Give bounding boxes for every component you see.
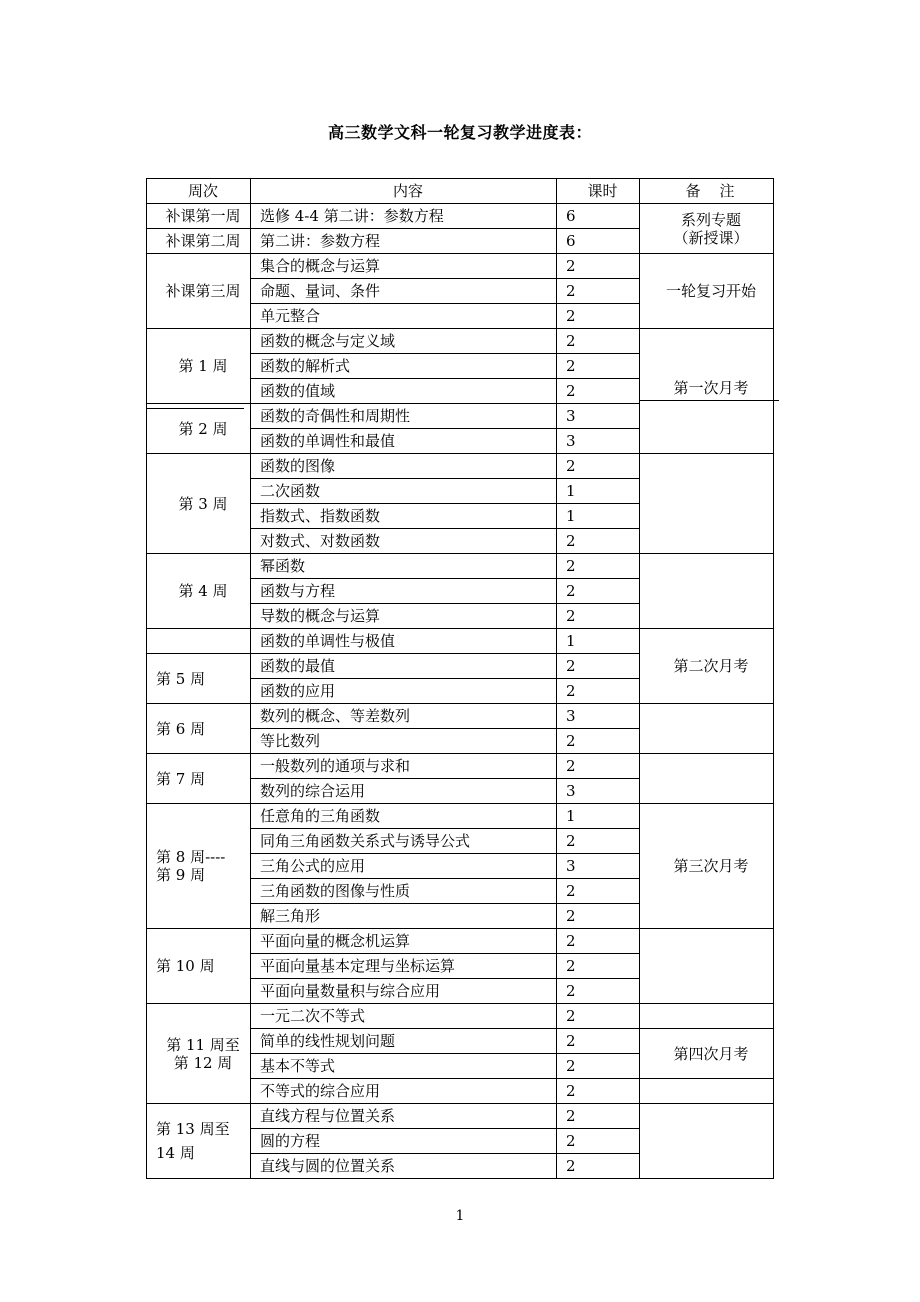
week-cell <box>147 629 251 654</box>
content-cell: 直线与圆的位置关系 <box>251 1154 557 1179</box>
table-row <box>147 929 774 954</box>
content-cell: 函数的单调性和最值 <box>251 429 557 454</box>
hours-cell: 2 <box>557 379 640 404</box>
content-cell: 平面向量数量积与综合应用 <box>251 979 557 1004</box>
content-cell: 解三角形 <box>251 904 557 929</box>
table-row <box>147 1104 774 1129</box>
header-week: 周次 <box>147 179 251 204</box>
week-cell: 第 5 周 <box>147 654 251 704</box>
week-cell <box>147 804 251 929</box>
schedule-table <box>146 178 774 1179</box>
content-cell: 集合的概念与运算 <box>251 254 557 279</box>
content-cell: 函数的概念与定义域 <box>251 329 557 354</box>
hours-cell: 2 <box>557 1129 640 1154</box>
content-cell: 平面向量的概念机运算 <box>251 929 557 954</box>
content-cell: 不等式的综合应用 <box>251 1079 557 1104</box>
hours-cell: 2 <box>557 879 640 904</box>
hours-cell: 2 <box>557 354 640 379</box>
week-cell: 补课第三周 <box>147 254 251 329</box>
week-divider-line <box>146 408 244 409</box>
week-cell: 第 6 周 <box>147 704 251 754</box>
content-cell: 简单的线性规划问题 <box>251 1029 557 1054</box>
table-row <box>147 554 774 579</box>
week-cell: 第 10 周 <box>147 929 251 1004</box>
hours-cell: 1 <box>557 479 640 504</box>
week-cell <box>147 1004 251 1104</box>
hours-cell: 2 <box>557 329 640 354</box>
hours-cell: 3 <box>557 429 640 454</box>
content-cell: 函数的单调性与极值 <box>251 629 557 654</box>
note-cell: 第四次月考 <box>640 1029 774 1079</box>
week-line: 第 12 周 <box>173 1053 233 1072</box>
hours-cell: 3 <box>557 854 640 879</box>
note-cell <box>640 704 774 754</box>
hours-cell: 2 <box>557 729 640 754</box>
hours-cell: 2 <box>557 529 640 554</box>
hours-cell: 2 <box>557 679 640 704</box>
content-cell: 等比数列 <box>251 729 557 754</box>
hours-cell: 2 <box>557 304 640 329</box>
table-row <box>147 254 774 279</box>
table-row <box>147 804 774 829</box>
hours-cell: 6 <box>557 204 640 229</box>
content-cell: 对数式、对数函数 <box>251 529 557 554</box>
hours-cell: 2 <box>557 254 640 279</box>
note-divider-line <box>639 400 779 401</box>
note-line: 系列专题 <box>680 210 741 229</box>
hours-cell: 3 <box>557 704 640 729</box>
content-cell: 数列的概念、等差数列 <box>251 704 557 729</box>
content-cell: 三角函数的图像与性质 <box>251 879 557 904</box>
content-cell: 第二讲：参数方程 <box>251 229 557 254</box>
content-cell: 命题、量词、条件 <box>251 279 557 304</box>
table-row <box>147 704 774 729</box>
hours-cell: 6 <box>557 229 640 254</box>
page-number: 1 <box>455 1208 465 1224</box>
content-cell: 同角三角函数关系式与诱导公式 <box>251 829 557 854</box>
hours-cell: 2 <box>557 979 640 1004</box>
content-cell: 数列的综合运用 <box>251 779 557 804</box>
hours-cell: 1 <box>557 629 640 654</box>
content-cell: 函数的奇偶性和周期性 <box>251 404 557 429</box>
content-cell: 平面向量基本定理与坐标运算 <box>251 954 557 979</box>
content-cell: 导数的概念与运算 <box>251 604 557 629</box>
week-line: 第 11 周至 <box>166 1035 240 1054</box>
hours-cell: 2 <box>557 454 640 479</box>
content-cell: 基本不等式 <box>251 1054 557 1079</box>
content-cell: 函数的应用 <box>251 679 557 704</box>
table-header-row <box>147 179 774 204</box>
hours-cell: 2 <box>557 1104 640 1129</box>
hours-cell: 2 <box>557 754 640 779</box>
note-cell <box>640 1079 774 1104</box>
hours-cell: 2 <box>557 1054 640 1079</box>
note-cell <box>640 454 774 554</box>
week-cell: 第 4 周 <box>147 554 251 629</box>
table-row <box>147 204 774 229</box>
week-line: 第 9 周 <box>156 866 206 884</box>
content-cell: 一般数列的通项与求和 <box>251 754 557 779</box>
note-cell: 第二次月考 <box>640 629 774 704</box>
content-cell: 二次函数 <box>251 479 557 504</box>
content-cell: 直线方程与位置关系 <box>251 1104 557 1129</box>
table-row <box>147 629 774 654</box>
hours-cell: 2 <box>557 1154 640 1179</box>
content-cell: 一元二次不等式 <box>251 1004 557 1029</box>
header-content: 内容 <box>251 179 557 204</box>
week-cell: 补课第二周 <box>147 229 251 254</box>
hours-cell: 3 <box>557 779 640 804</box>
note-cell <box>640 1104 774 1179</box>
content-cell: 圆的方程 <box>251 1129 557 1154</box>
week-cell: 第 3 周 <box>147 454 251 554</box>
header-hours: 课时 <box>557 179 640 204</box>
hours-cell: 2 <box>557 1079 640 1104</box>
table-row <box>147 1004 774 1029</box>
note-text: 第一次月考 <box>673 379 749 397</box>
week-cell: 第 2 周 <box>147 404 251 454</box>
header-note: 备 注 <box>640 179 774 204</box>
content-cell: 单元整合 <box>251 304 557 329</box>
hours-cell: 2 <box>557 579 640 604</box>
week-line: 第 8 周---- <box>156 848 226 866</box>
content-cell: 幂函数 <box>251 554 557 579</box>
hours-cell: 2 <box>557 654 640 679</box>
content-cell: 任意角的三角函数 <box>251 804 557 829</box>
page-title: 高三数学文科一轮复习教学进度表： <box>327 123 592 142</box>
week-cell: 第 7 周 <box>147 754 251 804</box>
note-line: （新授课） <box>673 228 749 247</box>
note-cell <box>640 754 774 804</box>
content-cell: 三角公式的应用 <box>251 854 557 879</box>
week-line: 14 周 <box>156 1144 195 1162</box>
content-cell: 函数的图像 <box>251 454 557 479</box>
content-cell: 指数式、指数函数 <box>251 504 557 529</box>
hours-cell: 2 <box>557 904 640 929</box>
hours-cell: 3 <box>557 404 640 429</box>
table-row <box>147 454 774 479</box>
week-cell <box>147 1104 251 1179</box>
content-cell: 函数与方程 <box>251 579 557 604</box>
table-row <box>147 329 774 354</box>
table-row <box>147 754 774 779</box>
week-cell: 第 1 周 <box>147 329 251 404</box>
hours-cell: 1 <box>557 504 640 529</box>
hours-cell: 2 <box>557 279 640 304</box>
content-cell: 选修 4-4 第二讲：参数方程 <box>251 204 557 229</box>
note-cell <box>640 554 774 629</box>
hours-cell: 2 <box>557 929 640 954</box>
content-cell: 函数的最值 <box>251 654 557 679</box>
week-line: 第 13 周至 <box>156 1120 230 1138</box>
note-cell <box>640 204 774 254</box>
note-cell <box>640 1004 774 1029</box>
hours-cell: 2 <box>557 829 640 854</box>
hours-cell: 2 <box>557 604 640 629</box>
note-cell <box>640 929 774 1004</box>
hours-cell: 2 <box>557 1029 640 1054</box>
hours-cell: 2 <box>557 1004 640 1029</box>
content-cell: 函数的值域 <box>251 379 557 404</box>
week-cell: 补课第一周 <box>147 204 251 229</box>
note-cell: 一轮复习开始 <box>640 254 774 329</box>
note-cell <box>640 329 774 454</box>
hours-cell: 2 <box>557 954 640 979</box>
note-cell: 第三次月考 <box>640 804 774 929</box>
content-cell: 函数的解析式 <box>251 354 557 379</box>
hours-cell: 2 <box>557 554 640 579</box>
hours-cell: 1 <box>557 804 640 829</box>
